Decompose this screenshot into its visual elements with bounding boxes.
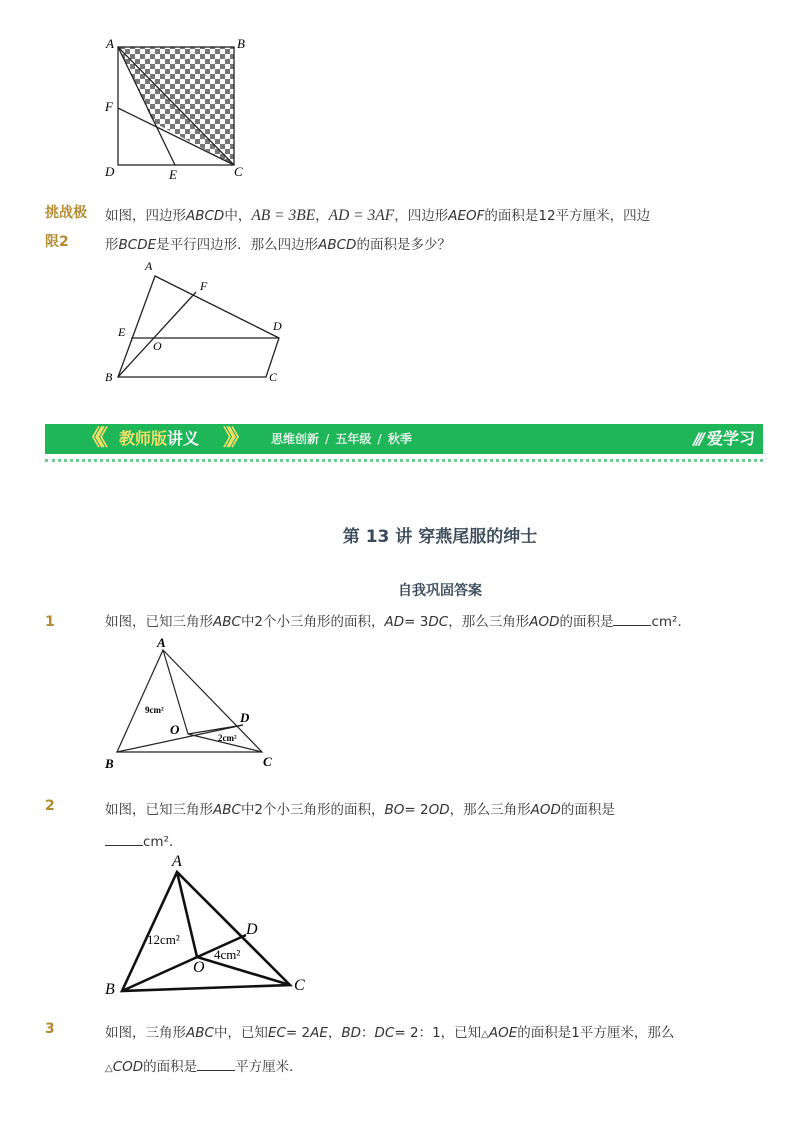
label-d: D	[240, 710, 250, 725]
label-d: D	[246, 921, 258, 938]
label-b: B	[105, 370, 113, 384]
quad-outline	[118, 276, 279, 377]
label-a: A	[145, 259, 153, 273]
area-label-2: 4cm²	[214, 947, 241, 962]
challenge-label: 挑战极 限2	[45, 205, 87, 250]
chevron-left-icon: 《《	[81, 426, 103, 451]
line-a-o	[177, 872, 197, 957]
label-d: D	[105, 164, 115, 179]
answer-blank	[105, 831, 143, 846]
answer-blank	[613, 611, 651, 626]
answer-blank	[197, 1056, 235, 1071]
section-title: 自我巩固答案	[398, 583, 482, 599]
label-b: B	[105, 981, 115, 998]
problem-2-text: 如图，已知三角形ABC中2个小三角形的面积，BO= 2OD，那么三角形AOD的面积是 cm²．	[105, 802, 615, 850]
banner-divider	[45, 459, 763, 462]
problem-2-number: 2	[45, 798, 55, 814]
label-e: E	[118, 325, 126, 339]
banner-breadcrumb: 思维创新 / 五年级 / 秋季	[271, 432, 412, 446]
label-f: F	[105, 99, 113, 114]
line-b-d	[122, 935, 246, 991]
figure-challenge-quadrilateral	[100, 256, 300, 386]
label-d: D	[273, 319, 282, 333]
label-b: B	[237, 36, 245, 51]
page-banner	[45, 424, 763, 454]
label-c: C	[234, 164, 243, 179]
triangle-icon: △	[105, 1063, 113, 1074]
figure-problem-2	[100, 848, 320, 998]
label-c: C	[294, 977, 305, 994]
label-a: A	[106, 36, 114, 51]
label-c: C	[269, 370, 278, 384]
label-e: E	[169, 167, 177, 182]
area-label-1: 12cm²	[147, 932, 180, 947]
banner-title: 教师版讲义	[119, 429, 200, 448]
line-b-f	[118, 292, 196, 377]
area-label-1: 9cm²	[145, 705, 164, 715]
label-o: O	[153, 339, 162, 353]
triangle-icon: △	[481, 1029, 489, 1040]
label-o: O	[193, 959, 205, 976]
challenge-text: 如图，四边形ABCD中，AB = 3BE，AD = 3AF，四边形AEOF的面积是12平方厘米，四边 形BCDE是平行四边形．那么四边形ABCD的面积是多少？	[105, 207, 651, 253]
figure-problem-1	[100, 636, 285, 774]
area-label-2: 2cm²	[218, 733, 237, 743]
lecture-title: 第 13 讲 穿燕尾服的绅士	[342, 527, 538, 547]
label-c: C	[263, 754, 272, 769]
label-a: A	[157, 636, 166, 650]
label-a: A	[172, 853, 182, 870]
chevron-right-icon: 》》	[223, 426, 245, 451]
problem-3-text: 如图，三角形ABC中，已知EC= 2AE，BD：DC= 2：1，已知△AOE的面积是1平方厘米，那么 △COD的面积是 平方厘米．	[105, 1025, 675, 1075]
logo-mark-icon: ///	[693, 429, 702, 448]
label-b: B	[105, 756, 114, 771]
brand-logo: /// 爱学习	[693, 429, 755, 448]
label-o: O	[170, 722, 180, 737]
figure-checkered-square	[100, 34, 260, 184]
problem-1-number: 1	[45, 614, 55, 630]
problem-1-text: 如图，已知三角形ABC中2个小三角形的面积，AD= 3DC，那么三角形AOD的面积是 cm²．	[105, 610, 745, 634]
problem-3-number: 3	[45, 1021, 55, 1037]
label-f: F	[200, 279, 208, 293]
